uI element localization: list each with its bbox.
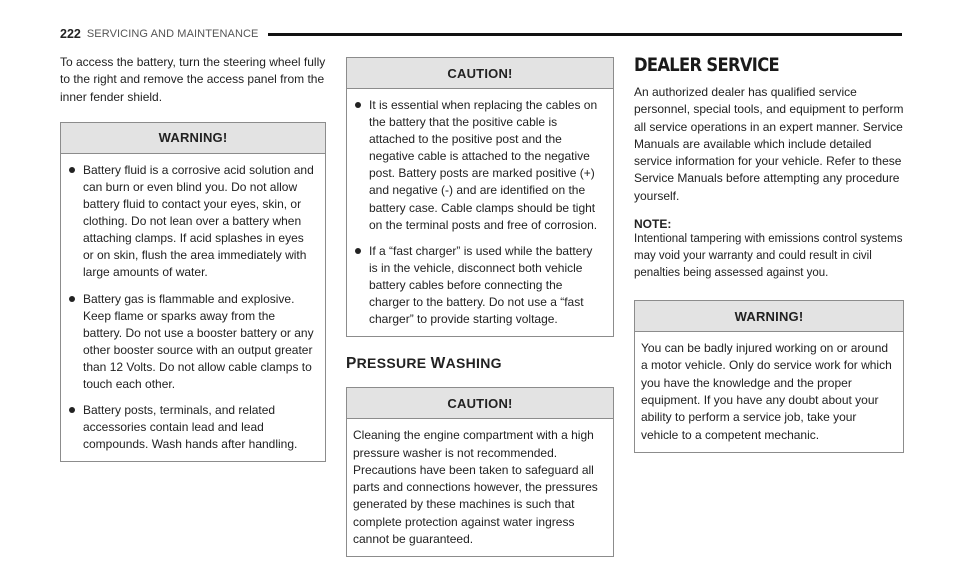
caution-box-cables — [346, 57, 614, 337]
list-item — [67, 291, 315, 394]
header-rule — [268, 33, 902, 36]
list-item-text: Battery posts, terminals, and related accessories contain lead and lead compounds. Wash hands after handling. — [83, 403, 298, 452]
bullet-icon — [67, 402, 83, 453]
caution-box-body — [347, 97, 613, 328]
warning-text: You can be badly injured working on or around a motor vehicle. Only do service work for which you have the knowledge and the proper equipment. If you have any doubt about your ability to perform a service job, take your vehicle to a competent mechanic. — [641, 341, 892, 442]
warning-box-service — [634, 300, 904, 453]
column-left — [60, 54, 326, 462]
page-number: 222 — [60, 27, 81, 41]
warning-box-body — [635, 332, 903, 452]
pressure-washing-heading: PRESSURE WASHING — [346, 355, 502, 373]
caution-box-title: CAUTION! — [347, 388, 613, 419]
list-item-text: Battery gas is flammable and explosive. Keep flame or sparks away from the battery. Do not use a booster battery or any other booster source with an output greater than 12 Volts. Do not allow cable clamps to touch each other. — [83, 291, 314, 392]
dealer-service-heading: DEALER SERVICE — [634, 54, 779, 76]
list-item — [353, 243, 603, 328]
list-item — [67, 402, 315, 453]
bullet-icon — [353, 243, 369, 328]
caution-box-pressure-washer — [346, 387, 614, 557]
intro-paragraph: To access the battery, turn the steering wheel fully to the right and remove the access panel from the inner fender shield. — [60, 55, 326, 104]
column-right — [634, 54, 904, 453]
warning-box-body — [61, 162, 325, 454]
caution-box-body — [347, 419, 613, 556]
warning-box-title: WARNING! — [635, 301, 903, 332]
warning-box-title: WARNING! — [61, 123, 325, 154]
bullet-icon — [67, 291, 83, 394]
list-item-text: If a “fast charger” is used while the battery is in the vehicle, disconnect both vehicle battery cables before connecting the charger to the battery. Do not use a “fast charger” to provide starting voltage. — [369, 243, 593, 327]
list-item-text: Battery fluid is a corrosive acid solution and can burn or even blind you. Do not allow battery fluid to contact your eyes, skin, or clothing. Do not lean over a battery when attaching clamps. If acid splashes in eyes or on skin, flush the area immediately with large amounts of water. — [83, 162, 314, 280]
note-label: NOTE: — [634, 217, 672, 232]
page-header — [60, 25, 902, 43]
section-title: SERVICING AND MAINTENANCE — [86, 28, 259, 40]
warning-box-battery — [60, 122, 326, 463]
dealer-service-paragraph: An authorized dealer has qualified service personnel, special tools, and equipment to perform all service operations in an expert manner. Service Manuals are available which include detailed service information for your vehicle. Refer to these Service Manuals before attempting any procedure yourself. — [634, 85, 904, 203]
list-item — [67, 162, 315, 282]
note-text: Intentional tampering with emissions control systems may void your warranty and could result in civil penalties being assessed against you. — [634, 233, 903, 280]
caution-text: Cleaning the engine compartment with a high pressure washer is not recommended. Precautions have been taken to safeguard all parts and connections however, the pressures generated by these machines is such that complete protection against water ingress cannot be guaranteed. — [353, 428, 598, 546]
column-middle — [346, 54, 614, 557]
list-item-text: It is essential when replacing the cables on the battery that the positive cable is attached to the positive post and the negative cable is attached to the negative post. Battery posts are marked positive (+) and negative (-) and are identified on the battery case. Cable clamps should be tight on the terminal posts and free of corrosion. — [369, 98, 598, 232]
bullet-icon — [67, 162, 83, 282]
bullet-icon — [353, 97, 369, 234]
list-item — [353, 97, 603, 234]
caution-box-title: CAUTION! — [347, 58, 613, 89]
